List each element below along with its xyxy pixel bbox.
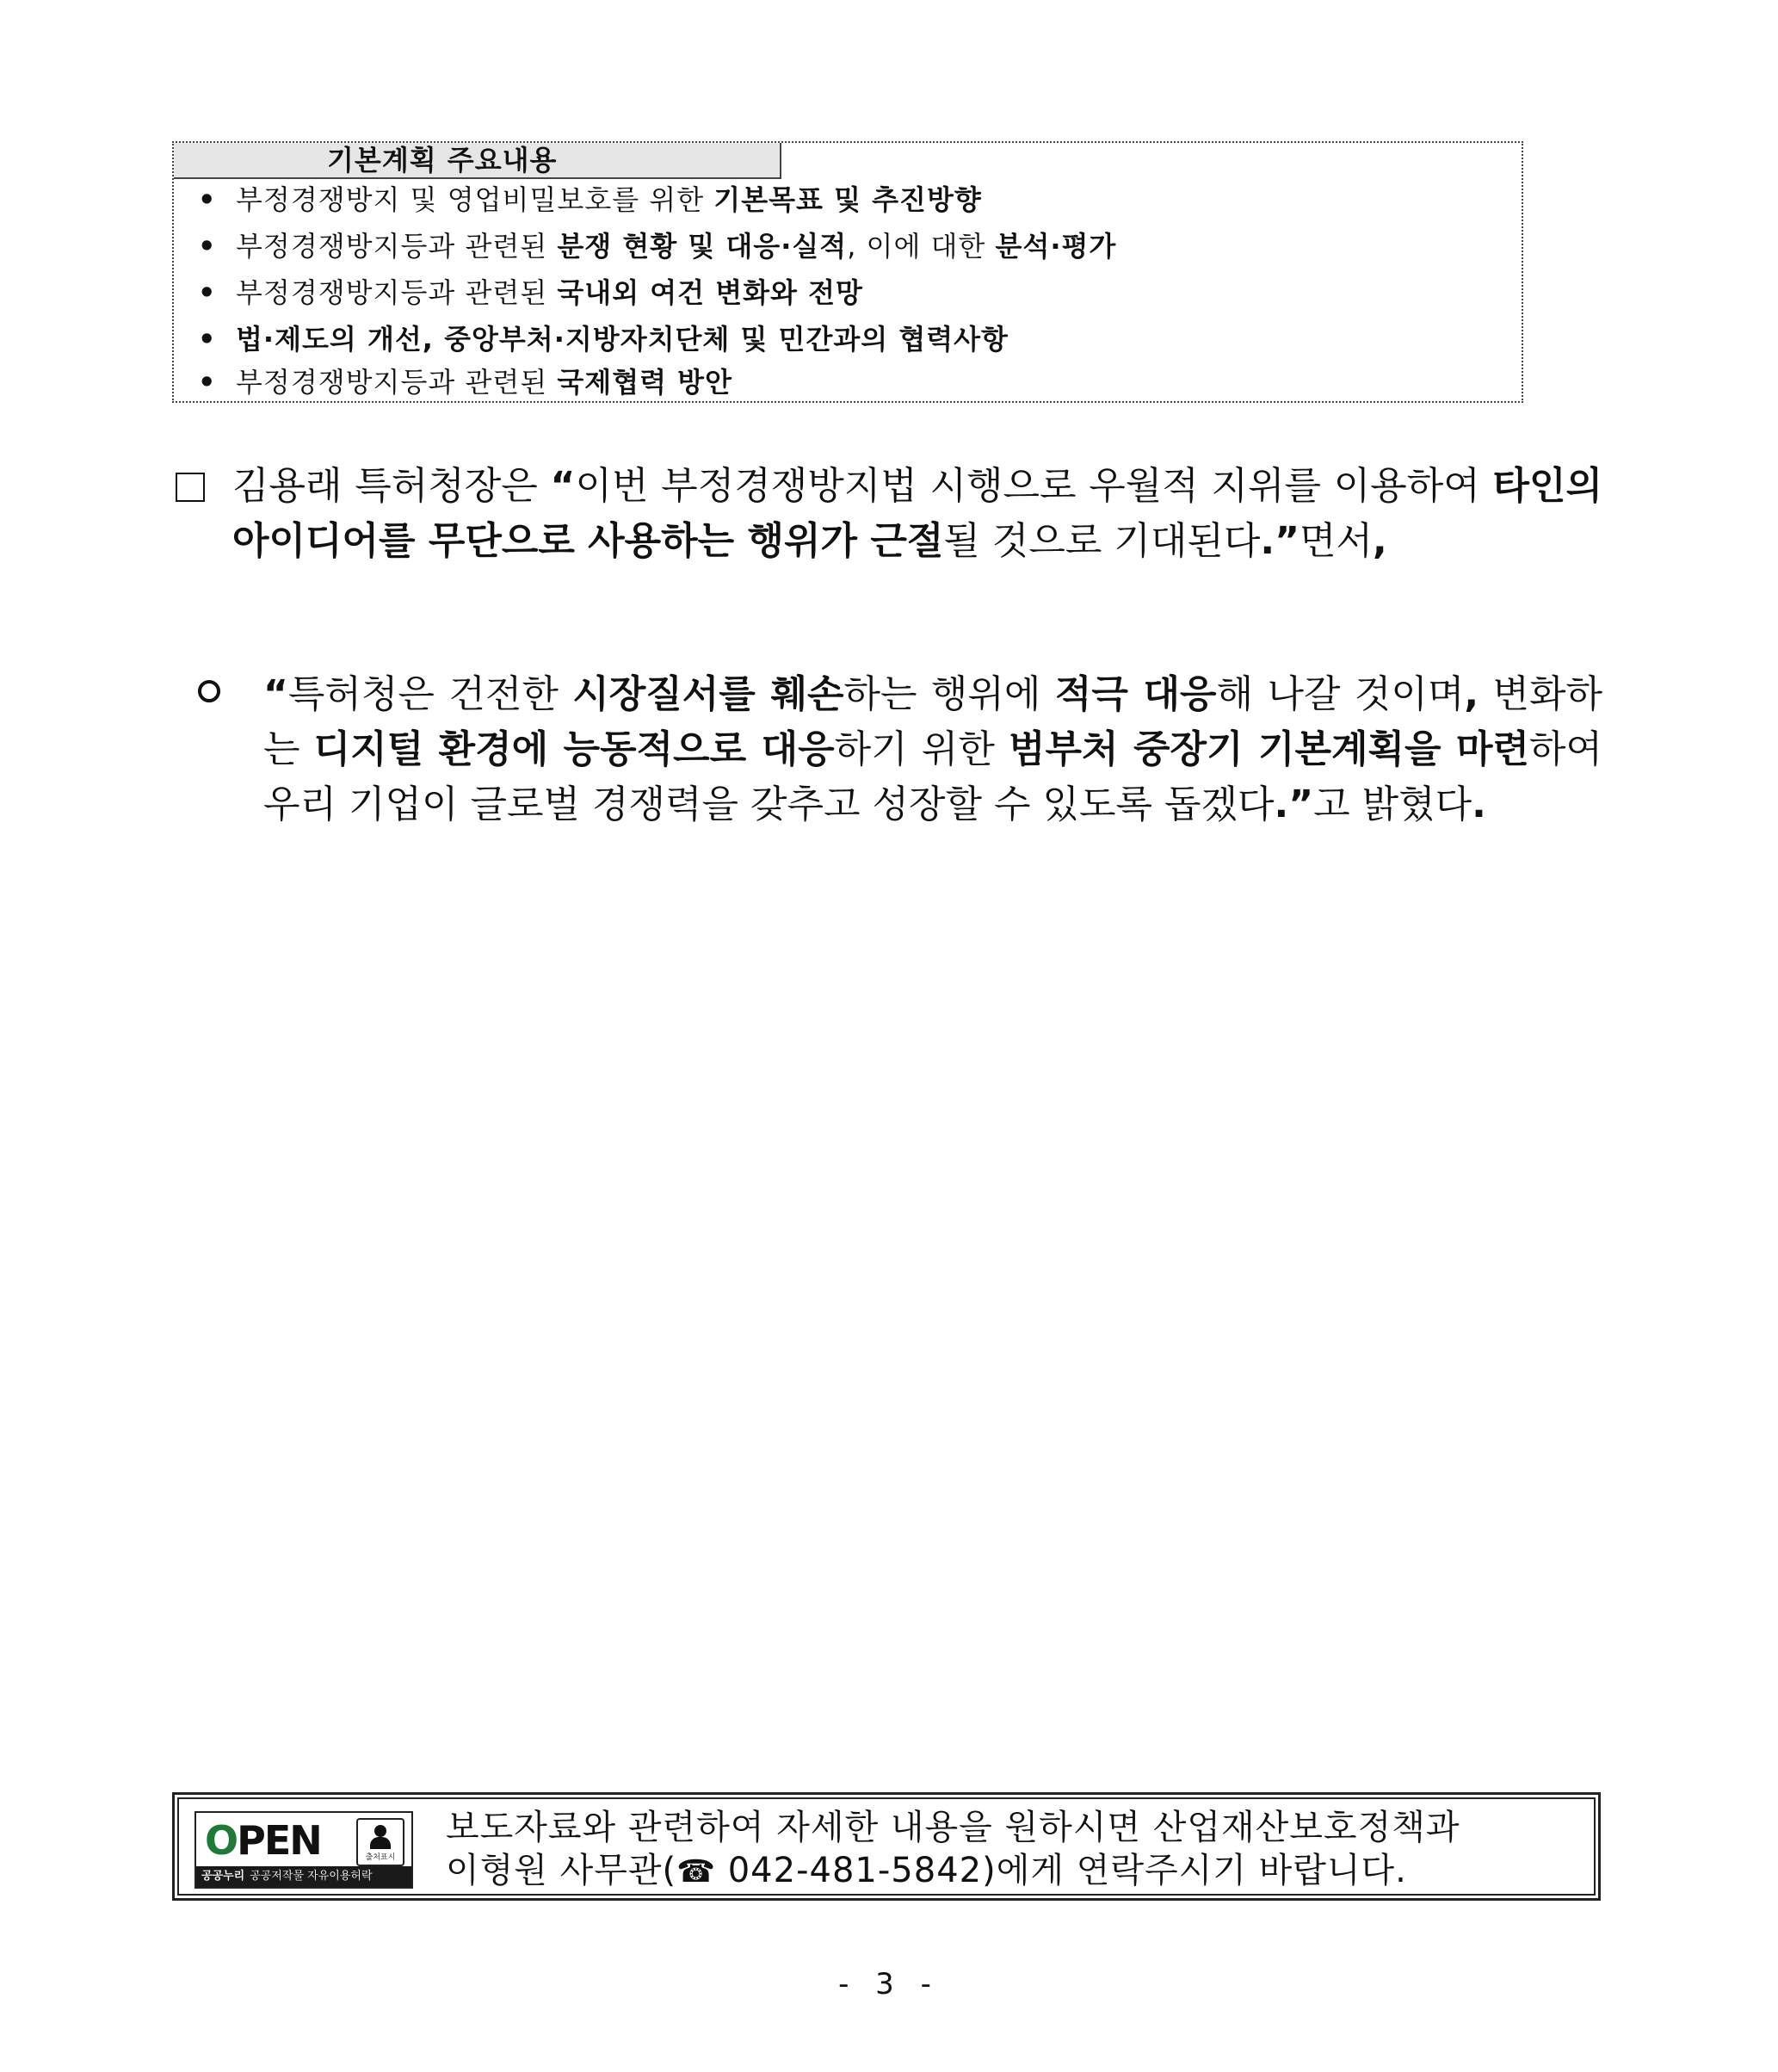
paragraph-text: 변화하는 [263,672,1602,771]
bullet-icon: • [198,276,217,309]
paragraph-text: 이번 부정경쟁방지법 시행으로 우월적 지위를 이용하여 [575,464,1493,508]
plan-item [198,365,732,399]
kogl-caption-strip [196,1866,411,1887]
paragraph-text: 면서 [1300,519,1374,563]
plan-item [198,182,982,217]
contact-info-box [172,1792,1601,1901]
commissioner-quote-paragraph [232,459,1602,569]
paragraph-text: 특허청은 건전한 [287,672,573,716]
paragraph-text: 고 밝혔다 [1313,782,1472,826]
open-wordmark [205,1818,321,1863]
open-wordmark-o: O [205,1817,238,1864]
bullet-icon: • [198,183,217,216]
plan-item [198,322,1009,356]
plan-summary-title: 기본계획 주요내용 [174,143,781,179]
plan-summary-box [172,141,1523,403]
quote-mark: .” [1274,782,1314,826]
paragraph-text: 하는 행위에 [843,672,1055,716]
open-wordmark-rest: PEN [237,1817,321,1864]
contact-person: 이형원 사무관( [446,1851,677,1890]
contact-phone: 042-481-5842)에게 연락주시기 바랍니다. [716,1851,1407,1890]
punctuation: . [1472,782,1486,826]
plan-item-emphasis: 법·제도의 개선, 중앙부처·지방자치단체 및 민간과의 협력사항 [236,323,1009,356]
plan-item-emphasis: 기본목표 및 추진방향 [713,183,982,216]
paragraph-text: 하기 위한 [834,727,1009,771]
circle-bullet-icon [198,680,220,702]
quote-mark: .” [1260,519,1300,563]
plan-item-text: 부정경쟁방지등과 관련된 [236,230,558,263]
contact-text [446,1806,1460,1894]
kogl-open-license-logo [194,1811,413,1889]
punctuation: , [1373,519,1387,563]
contact-line-2 [446,1849,1460,1894]
paragraph-text: 해 나갈 것이며 [1216,672,1465,716]
paragraph-emphasis: 범부처 중장기 기본계획을 마련 [1008,727,1529,771]
kipo-statement-paragraph [263,667,1602,832]
paragraph-emphasis: 디지털 환경에 능동적으로 대응 [313,727,835,771]
plan-item-emphasis: 분석·평가 [995,230,1117,263]
contact-line-1: 보도자료와 관련하여 자세한 내용을 원하시면 산업재산보호정책과 [446,1808,1460,1847]
attribution-label: 출처표시 [365,1853,396,1862]
plan-item [198,275,863,310]
paragraph-text: 김용래 특허청장은 [232,464,551,508]
bullet-icon: • [198,323,217,356]
quote-mark: “ [263,672,288,716]
paragraph-text: 하여 우리 기업이 글로벌 경쟁력을 갖추고 성장할 수 있도록 돕겠다 [263,727,1602,826]
punctuation: , [1464,672,1479,716]
quote-mark: “ [550,464,576,508]
page-number: - 3 - [838,1967,940,2001]
plan-item-text: 부정경쟁방지등과 관련된 [236,276,558,309]
bullet-icon: • [198,230,217,263]
paragraph-emphasis: 시장질서를 훼손 [572,672,844,716]
paragraph-emphasis: 타인의 아이디어를 무단으로 사용하는 행위가 근절 [232,464,1602,563]
plan-item-text: 부정경쟁방지 및 영업비밀보호를 위한 [236,183,714,216]
paragraph-text: 될 것으로 기대된다 [943,519,1261,563]
paragraph-emphasis: 적극 대응 [1054,672,1217,716]
plan-item-text: , 이에 대한 [847,230,996,263]
kogl-brand: 공공누리 [201,1870,245,1883]
plan-item [198,229,1116,263]
kogl-caption: 공공저작물 자유이용허락 [250,1870,373,1883]
plan-item-emphasis: 분쟁 현황 및 대응·실적 [557,230,848,263]
attribution-person-icon [356,1818,404,1866]
bullet-icon: • [198,366,217,399]
square-bullet-icon [176,473,205,502]
plan-item-emphasis: 국내외 여건 변화와 전망 [557,276,863,309]
plan-item-text: 부정경쟁방지등과 관련된 [236,366,558,399]
plan-item-emphasis: 국제협력 방안 [557,366,733,399]
phone-icon: ☎ [676,1854,717,1890]
